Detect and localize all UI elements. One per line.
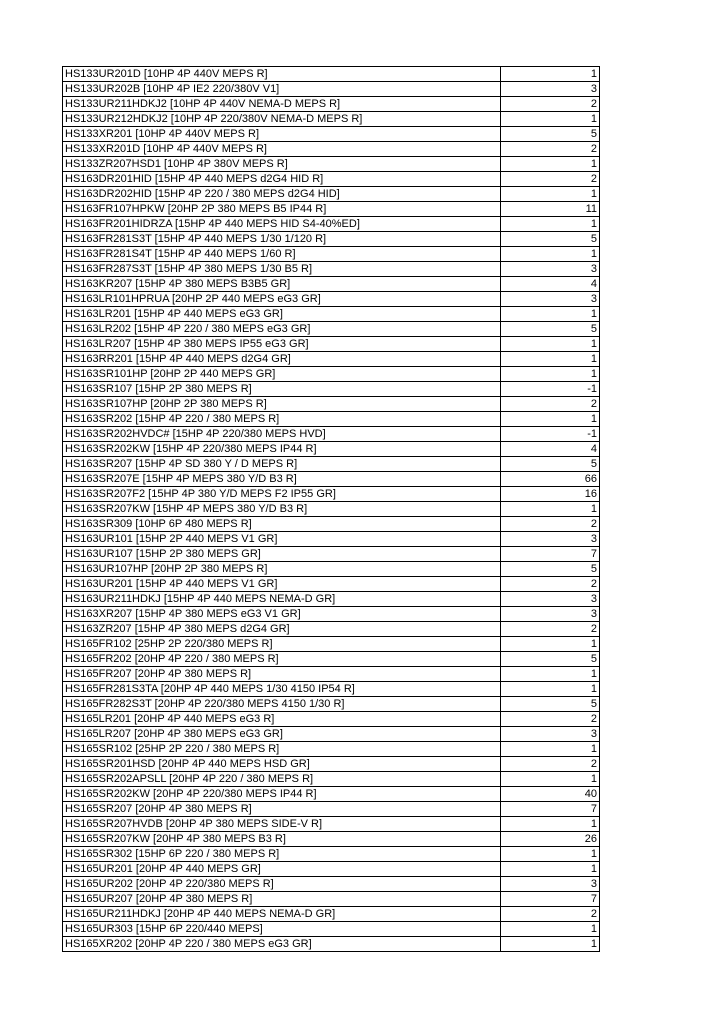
product-description-cell: HS163LR207 [15HP 4P 380 MEPS IP55 eG3 GR]	[63, 337, 501, 352]
quantity-cell: 1	[501, 352, 600, 367]
quantity-cell: 5	[501, 652, 600, 667]
product-description-cell: HS165FR207 [20HP 4P 380 MEPS R]	[63, 667, 501, 682]
table-row	[63, 907, 600, 922]
quantity-cell: 3	[501, 292, 600, 307]
table-row	[63, 547, 600, 562]
quantity-cell: 3	[501, 607, 600, 622]
quantity-cell: 2	[501, 172, 600, 187]
table-row	[63, 487, 600, 502]
product-description-cell: HS165FR102 [25HP 2P 220/380 MEPS R]	[63, 637, 501, 652]
quantity-cell: 5	[501, 232, 600, 247]
product-description-cell: HS163LR202 [15HP 4P 220 / 380 MEPS eG3 GR]	[63, 322, 501, 337]
quantity-cell: 3	[501, 532, 600, 547]
table-row	[63, 292, 600, 307]
product-description-cell: HS165SR207 [20HP 4P 380 MEPS R]	[63, 802, 501, 817]
table-row	[63, 577, 600, 592]
product-description-cell: HS165SR102 [25HP 2P 220 / 380 MEPS R]	[63, 742, 501, 757]
table-row	[63, 622, 600, 637]
product-description-cell: HS165FR202 [20HP 4P 220 / 380 MEPS R]	[63, 652, 501, 667]
quantity-cell: 3	[501, 727, 600, 742]
quantity-cell: 3	[501, 262, 600, 277]
quantity-cell: 3	[501, 877, 600, 892]
quantity-cell: 16	[501, 487, 600, 502]
product-description-cell: HS133UR211HDKJ2 [10HP 4P 440V NEMA-D MEPS R]	[63, 97, 501, 112]
table-row	[63, 652, 600, 667]
quantity-cell: 1	[501, 412, 600, 427]
table-row	[63, 667, 600, 682]
product-description-cell: HS165SR201HSD [20HP 4P 440 MEPS HSD GR]	[63, 757, 501, 772]
table-row	[63, 832, 600, 847]
quantity-cell: 4	[501, 277, 600, 292]
table-row	[63, 712, 600, 727]
product-description-cell: HS163FR281S3T [15HP 4P 440 MEPS 1/30 1/120 R]	[63, 232, 501, 247]
table-row	[63, 427, 600, 442]
quantity-cell: 3	[501, 592, 600, 607]
quantity-cell: 2	[501, 622, 600, 637]
product-description-cell: HS163UR201 [15HP 4P 440 MEPS V1 GR]	[63, 577, 501, 592]
quantity-cell: 1	[501, 67, 600, 82]
product-description-cell: HS163SR207 [15HP 4P SD 380 Y / D MEPS R]	[63, 457, 501, 472]
quantity-cell: 1	[501, 772, 600, 787]
quantity-cell: 1	[501, 247, 600, 262]
quantity-cell: 2	[501, 907, 600, 922]
quantity-cell: 1	[501, 742, 600, 757]
product-description-cell: HS133UR212HDKJ2 [10HP 4P 220/380V NEMA-D MEPS R]	[63, 112, 501, 127]
table-row	[63, 367, 600, 382]
table-row	[63, 352, 600, 367]
product-description-cell: HS133UR202B [10HP 4P IE2 220/380V V1]	[63, 82, 501, 97]
table-row	[63, 517, 600, 532]
inventory-table	[62, 66, 600, 952]
table-row	[63, 157, 600, 172]
product-description-cell: HS163LR101HPRUA [20HP 2P 440 MEPS eG3 GR]	[63, 292, 501, 307]
quantity-cell: -1	[501, 382, 600, 397]
table-row	[63, 187, 600, 202]
table-row	[63, 682, 600, 697]
quantity-cell: 1	[501, 217, 600, 232]
quantity-cell: 2	[501, 757, 600, 772]
table-row	[63, 772, 600, 787]
table-row	[63, 262, 600, 277]
table-row	[63, 697, 600, 712]
product-description-cell: HS163DR201HID [15HP 4P 440 MEPS d2G4 HID R]	[63, 172, 501, 187]
quantity-cell: 11	[501, 202, 600, 217]
product-description-cell: HS163KR207 [15HP 4P 380 MEPS B3B5 GR]	[63, 277, 501, 292]
quantity-cell: 5	[501, 322, 600, 337]
table-row	[63, 232, 600, 247]
quantity-cell: 2	[501, 97, 600, 112]
table-row	[63, 322, 600, 337]
quantity-cell: 26	[501, 832, 600, 847]
table-row	[63, 457, 600, 472]
quantity-cell: 7	[501, 892, 600, 907]
table-row	[63, 337, 600, 352]
quantity-cell: 1	[501, 667, 600, 682]
table-row	[63, 67, 600, 82]
quantity-cell: 1	[501, 817, 600, 832]
product-description-cell: HS163XR207 [15HP 4P 380 MEPS eG3 V1 GR]	[63, 607, 501, 622]
product-description-cell: HS163SR202 [15HP 4P 220 / 380 MEPS R]	[63, 412, 501, 427]
product-description-cell: HS165LR201 [20HP 4P 440 MEPS eG3 R]	[63, 712, 501, 727]
product-description-cell: HS165UR207 [20HP 4P 380 MEPS R]	[63, 892, 501, 907]
table-row	[63, 127, 600, 142]
product-description-cell: HS165SR202KW [20HP 4P 220/380 MEPS IP44 R]	[63, 787, 501, 802]
product-description-cell: HS133UR201D [10HP 4P 440V MEPS R]	[63, 67, 501, 82]
quantity-cell: 5	[501, 127, 600, 142]
table-row	[63, 442, 600, 457]
table-row	[63, 97, 600, 112]
quantity-cell: 1	[501, 307, 600, 322]
table-row	[63, 112, 600, 127]
table-row	[63, 757, 600, 772]
quantity-cell: 1	[501, 367, 600, 382]
table-row	[63, 637, 600, 652]
table-row	[63, 277, 600, 292]
quantity-cell: 1	[501, 682, 600, 697]
table-row	[63, 532, 600, 547]
quantity-cell: 7	[501, 547, 600, 562]
quantity-cell: 2	[501, 712, 600, 727]
product-description-cell: HS163SR207KW [15HP 4P MEPS 380 Y/D B3 R]	[63, 502, 501, 517]
quantity-cell: 1	[501, 637, 600, 652]
product-description-cell: HS163SR101HP [20HP 2P 440 MEPS GR]	[63, 367, 501, 382]
quantity-cell: 1	[501, 112, 600, 127]
table-row	[63, 397, 600, 412]
quantity-cell: 5	[501, 697, 600, 712]
table-row	[63, 247, 600, 262]
product-description-cell: HS133XR201D [10HP 4P 440V MEPS R]	[63, 142, 501, 157]
product-description-cell: HS163FR107HPKW [20HP 2P 380 MEPS B5 IP44 R]	[63, 202, 501, 217]
product-description-cell: HS165SR202APSLL [20HP 4P 220 / 380 MEPS R]	[63, 772, 501, 787]
product-description-cell: HS163LR201 [15HP 4P 440 MEPS eG3 GR]	[63, 307, 501, 322]
quantity-cell: 1	[501, 157, 600, 172]
product-description-cell: HS133XR201 [10HP 4P 440V MEPS R]	[63, 127, 501, 142]
quantity-cell: 1	[501, 502, 600, 517]
table-row	[63, 817, 600, 832]
product-description-cell: HS165SR302 [15HP 6P 220 / 380 MEPS R]	[63, 847, 501, 862]
product-description-cell: HS163FR281S4T [15HP 4P 440 MEPS 1/60 R]	[63, 247, 501, 262]
product-description-cell: HS165UR303 [15HP 6P 220/440 MEPS]	[63, 922, 501, 937]
product-description-cell: HS165SR207KW [20HP 4P 380 MEPS B3 R]	[63, 832, 501, 847]
product-description-cell: HS163RR201 [15HP 4P 440 MEPS d2G4 GR]	[63, 352, 501, 367]
quantity-cell: 1	[501, 337, 600, 352]
quantity-cell: 1	[501, 847, 600, 862]
quantity-cell: 2	[501, 397, 600, 412]
table-row	[63, 592, 600, 607]
product-description-cell: HS163UR101 [15HP 2P 440 MEPS V1 GR]	[63, 532, 501, 547]
product-description-cell: HS163UR107HP [20HP 2P 380 MEPS R]	[63, 562, 501, 577]
table-row	[63, 862, 600, 877]
product-description-cell: HS163SR107HP [20HP 2P 380 MEPS R]	[63, 397, 501, 412]
product-description-cell: HS163SR207F2 [15HP 4P 380 Y/D MEPS F2 IP55 GR]	[63, 487, 501, 502]
product-description-cell: HS163SR107 [15HP 2P 380 MEPS R]	[63, 382, 501, 397]
product-description-cell: HS165XR202 [20HP 4P 220 / 380 MEPS eG3 GR]	[63, 937, 501, 952]
product-description-cell: HS163ZR207 [15HP 4P 380 MEPS d2G4 GR]	[63, 622, 501, 637]
product-description-cell: HS163SR207E [15HP 4P MEPS 380 Y/D B3 R]	[63, 472, 501, 487]
product-description-cell: HS165UR211HDKJ [20HP 4P 440 MEPS NEMA-D GR]	[63, 907, 501, 922]
table-row	[63, 802, 600, 817]
quantity-cell: 2	[501, 142, 600, 157]
table-row	[63, 787, 600, 802]
product-description-cell: HS163FR287S3T [15HP 4P 380 MEPS 1/30 B5 R]	[63, 262, 501, 277]
quantity-cell: 2	[501, 517, 600, 532]
table-row	[63, 727, 600, 742]
quantity-cell: 5	[501, 457, 600, 472]
product-description-cell: HS165SR207HVDB [20HP 4P 380 MEPS SIDE-V R]	[63, 817, 501, 832]
table-row	[63, 562, 600, 577]
inventory-sheet	[62, 66, 599, 952]
table-row	[63, 937, 600, 952]
table-row	[63, 382, 600, 397]
table-row	[63, 412, 600, 427]
product-description-cell: HS163UR211HDKJ [15HP 4P 440 MEPS NEMA-D GR]	[63, 592, 501, 607]
product-description-cell: HS133ZR207HSD1 [10HP 4P 380V MEPS R]	[63, 157, 501, 172]
product-description-cell: HS165UR201 [20HP 4P 440 MEPS GR]	[63, 862, 501, 877]
quantity-cell: 2	[501, 577, 600, 592]
table-row	[63, 892, 600, 907]
quantity-cell: -1	[501, 427, 600, 442]
quantity-cell: 1	[501, 922, 600, 937]
table-row	[63, 742, 600, 757]
table-row	[63, 307, 600, 322]
table-row	[63, 142, 600, 157]
product-description-cell: HS163SR202HVDC# [15HP 4P 220/380 MEPS HVD]	[63, 427, 501, 442]
product-description-cell: HS165FR282S3T [20HP 4P 220/380 MEPS 4150 1/30 R]	[63, 697, 501, 712]
inventory-table-body	[63, 67, 600, 952]
product-description-cell: HS163SR309 [10HP 6P 480 MEPS R]	[63, 517, 501, 532]
quantity-cell: 66	[501, 472, 600, 487]
product-description-cell: HS163DR202HID [15HP 4P 220 / 380 MEPS d2G4 HID]	[63, 187, 501, 202]
quantity-cell: 1	[501, 937, 600, 952]
table-row	[63, 82, 600, 97]
table-row	[63, 607, 600, 622]
table-row	[63, 847, 600, 862]
product-description-cell: HS163FR201HIDRZA [15HP 4P 440 MEPS HID S4-40%ED]	[63, 217, 501, 232]
product-description-cell: HS165UR202 [20HP 4P 220/380 MEPS R]	[63, 877, 501, 892]
table-row	[63, 502, 600, 517]
product-description-cell: HS163SR202KW [15HP 4P 220/380 MEPS IP44 R]	[63, 442, 501, 457]
quantity-cell: 3	[501, 82, 600, 97]
table-row	[63, 217, 600, 232]
table-row	[63, 877, 600, 892]
quantity-cell: 40	[501, 787, 600, 802]
table-row	[63, 172, 600, 187]
quantity-cell: 7	[501, 802, 600, 817]
product-description-cell: HS165FR281S3TA [20HP 4P 440 MEPS 1/30 4150 IP54 R]	[63, 682, 501, 697]
quantity-cell: 5	[501, 562, 600, 577]
product-description-cell: HS165LR207 [20HP 4P 380 MEPS eG3 GR]	[63, 727, 501, 742]
table-row	[63, 922, 600, 937]
quantity-cell: 1	[501, 187, 600, 202]
product-description-cell: HS163UR107 [15HP 2P 380 MEPS GR]	[63, 547, 501, 562]
quantity-cell: 1	[501, 862, 600, 877]
table-row	[63, 472, 600, 487]
table-row	[63, 202, 600, 217]
quantity-cell: 4	[501, 442, 600, 457]
